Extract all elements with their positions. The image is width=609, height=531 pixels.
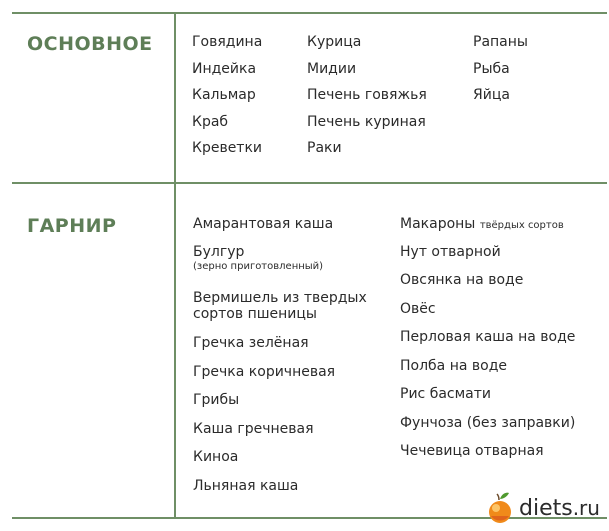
- list-item-label: Нут отварной: [400, 244, 501, 260]
- category-side-title: ГАРНИР: [27, 215, 117, 237]
- list-item-label-line2: сортов пшеницы: [193, 306, 317, 322]
- list-item: Печень куриная: [307, 113, 426, 130]
- list-item-label: Овёс: [400, 301, 436, 317]
- list-item: Креветки: [192, 140, 263, 157]
- list-item-label: Перловая каша на воде: [400, 329, 576, 345]
- list-item: [193, 392, 239, 408]
- list-item: Индейка: [192, 60, 257, 77]
- list-item-note: (зерно приготовленный): [193, 261, 324, 272]
- list-item: Рапаны: [473, 34, 528, 50]
- list-item: [400, 443, 544, 459]
- list-item-label: Фунчоза (без заправки): [400, 415, 576, 431]
- list-item: [193, 216, 333, 232]
- list-item-label: Овсянка на воде: [400, 272, 524, 288]
- list-item-label: Полба на воде: [400, 358, 507, 374]
- list-item: [193, 290, 367, 322]
- list-item: [193, 449, 238, 465]
- column-divider: [174, 12, 176, 519]
- list-item: Яйца: [473, 87, 510, 104]
- category-main-title: ОСНОВНОЕ: [27, 33, 153, 55]
- list-item: [400, 358, 507, 374]
- list-item-label: Макароны: [400, 216, 476, 232]
- list-item: [193, 244, 323, 274]
- list-item-label: Вермишель из твердых: [193, 290, 367, 306]
- list-item: [193, 335, 309, 351]
- list-item-label: Грибы: [193, 392, 240, 408]
- list-item: Курица: [307, 34, 362, 50]
- list-item-label: Льняная каша: [193, 478, 299, 494]
- list-item-qualifier: твёрдых сортов: [479, 220, 564, 231]
- list-item: [400, 216, 564, 234]
- list-item: [400, 244, 501, 260]
- list-item-label: Гречка зелёная: [193, 335, 309, 351]
- list-item: [400, 272, 523, 288]
- list-item: [193, 364, 335, 380]
- list-item: [400, 386, 491, 402]
- diets-logo[interactable]: [485, 491, 600, 525]
- row-divider: [12, 182, 607, 184]
- list-item: [193, 421, 314, 437]
- list-item: [400, 415, 575, 431]
- list-item: Печень говяжья: [307, 87, 427, 104]
- list-item-label: Амарантовая каша: [193, 216, 334, 232]
- list-item-label: Киноа: [193, 449, 239, 465]
- list-item: [400, 329, 575, 345]
- list-item: Говядина: [192, 34, 263, 50]
- logo-text: diets.ru: [519, 495, 600, 521]
- list-item-label: Каша гречневая: [193, 421, 314, 437]
- list-item: Раки: [307, 140, 342, 157]
- list-item: Краб: [192, 113, 229, 130]
- list-item: Мидии: [307, 60, 357, 77]
- list-item: [193, 478, 298, 494]
- list-item-label: Рис басмати: [400, 386, 491, 402]
- list-item-label: Гречка коричневая: [193, 364, 336, 380]
- apple-icon: [485, 491, 515, 525]
- list-item: Рыба: [473, 60, 510, 77]
- list-item-label: Булгур: [193, 244, 245, 260]
- list-item: Кальмар: [192, 87, 256, 104]
- list-item-label: Чечевица отварная: [400, 443, 544, 459]
- list-item: [400, 301, 436, 317]
